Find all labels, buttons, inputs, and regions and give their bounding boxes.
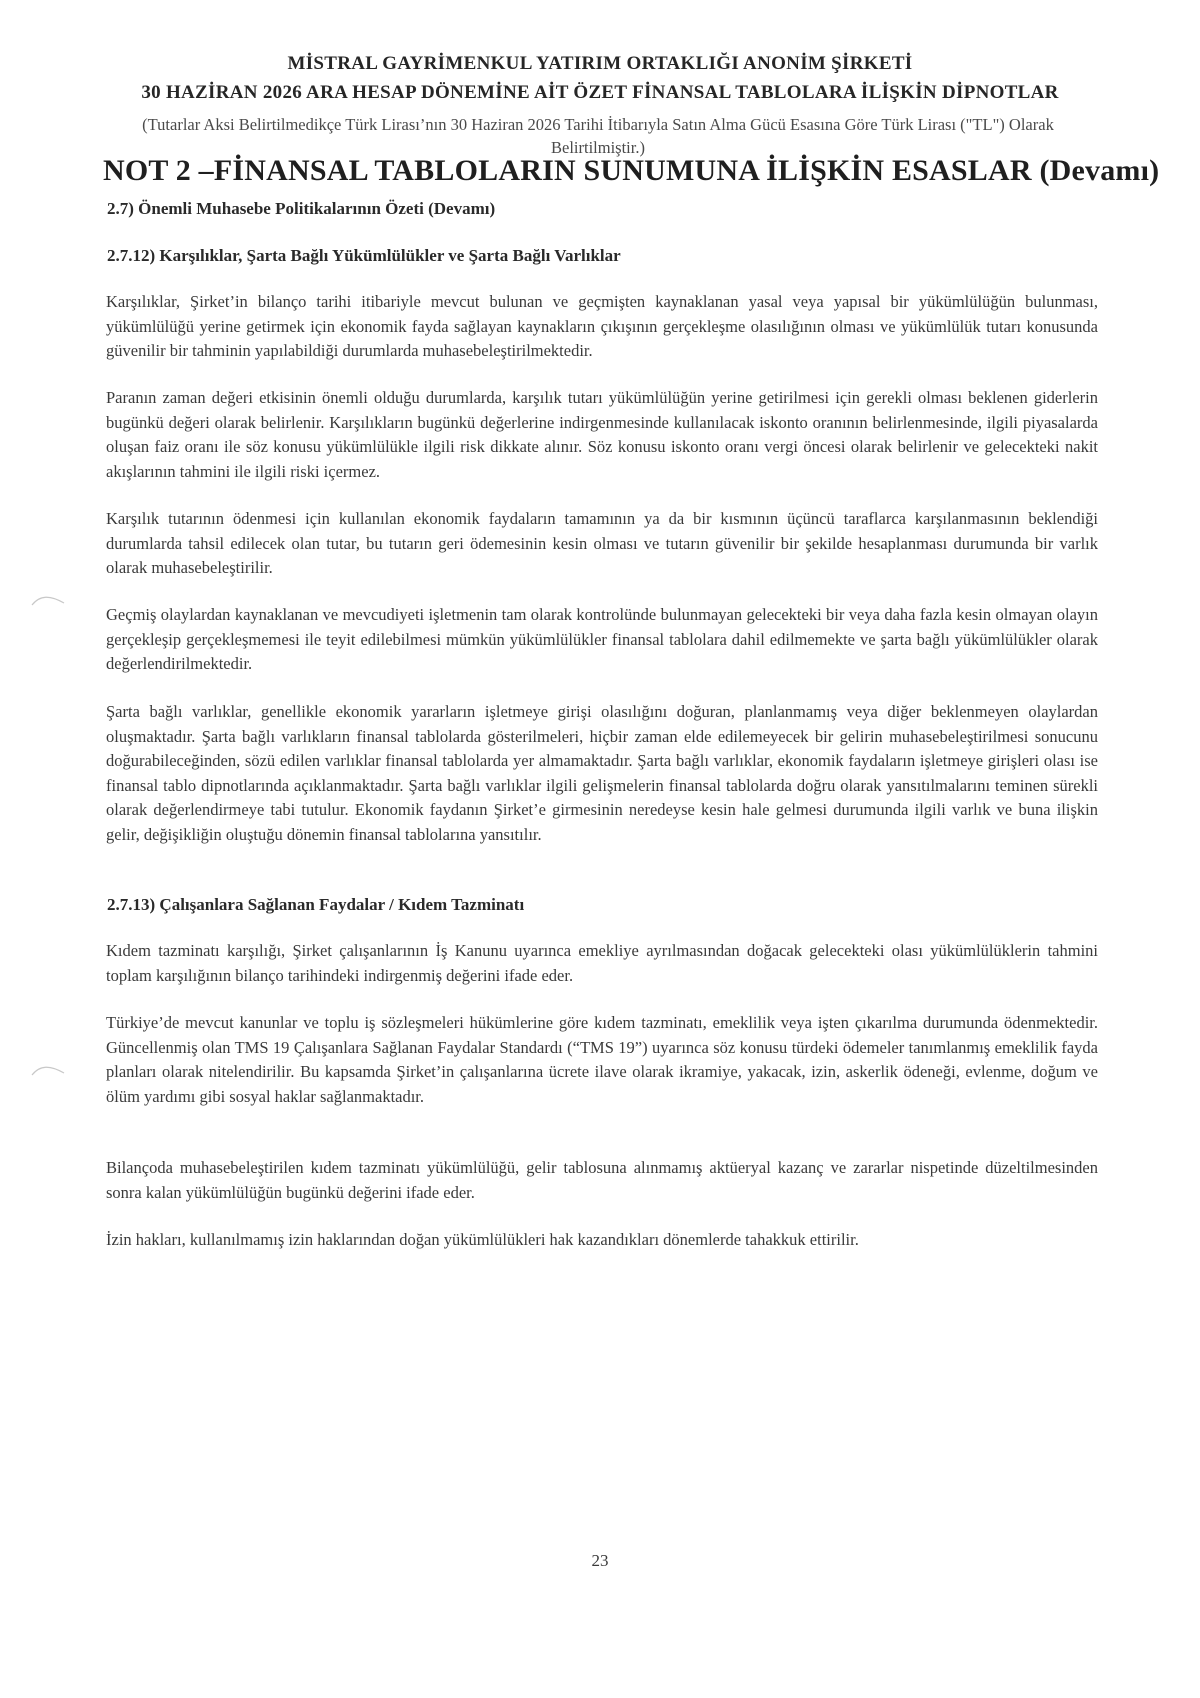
subsection-heading-employee-benefits: 2.7.13) Çalışanlara Sağlanan Faydalar / Kıdem Tazminatı [107,895,525,914]
paragraph: Şarta bağlı varlıklar, genellikle ekonomik yararların işletmeye girişi olasılığını doğuran, planlanmamış veya diğer beklenmeyen olaylardan oluşmaktadır. Şarta bağlı varlıkların finansal tablolarda gösterilmeleri, hiçbir zaman elde edilemeyecek bir gelirin muhasebeleştirilmesi sonucunu doğurabileceğinden, sözü edilen varlıklar finansal tablolarda yer almamaktadır. Şarta bağlı varlıklar, ekonomik faydaların işletmeye girişleri olası ise finansal tablo dipnotlarında açıklanmaktadır. Şarta bağlı varlıklar ilgili gelişmelerin finansal tablolarda doğru olarak yansıtılmalarını teminen sürekli olarak değerlendirmeye tabi tutulur. Ekonomik faydanın Şirket’e girmesinin neredeyse kesin hale gelmesi durumunda ilgili varlık ve buna ilişkin gelir, değişikliğin oluştuğu dönemin finansal tablolarına yansıtılır. [106,702,1098,844]
subsection-heading-provisions: 2.7.12) Karşılıklar, Şarta Bağlı Yükümlülükler ve Şarta Bağlı Varlıklar [107,246,621,265]
paragraph: Karşılık tutarının ödenmesi için kullanılan ekonomik faydaların tamamının ya da bir kısmının üçüncü taraflarca karşılanmasının beklendiği durumlarda tahsil edilecek olan tutar, bu tutarın geri ödemesinin kesin olması ve tutarın güvenilir bir şekilde hesaplanması durumunda bir varlık olarak muhasebeleştirilir. [106,509,1098,577]
paragraph: Kıdem tazminatı karşılığı, Şirket çalışanlarının İş Kanunu uyarınca emekliye ayrılmasından doğacak gelecekteki olası yükümlülüklerin tahmini toplam karşılığının bilanço tarihindeki indirgenmiş değerini ifade eder. [106,941,1098,985]
paragraph: Geçmiş olaylardan kaynaklanan ve mevcudiyeti işletmenin tam olarak kontrolünde bulunmayan gelecekteki bir veya daha fazla kesin olmayan olayın gerçekleşip gerçekleşmemesi ile teyit edilebilmesi mümkün yükümlülükler finansal tablolara dahil edilmemekte ve şarta bağlı yükümlülükler olarak değerlendirilmektedir. [106,605,1098,673]
scan-mark-icon [30,1063,66,1079]
report-title: 30 HAZİRAN 2026 ARA HESAP DÖNEMİNE AİT ÖZET FİNANSAL TABLOLARA İLİŞKİN DİPNOTLAR [141,82,1059,103]
paragraph: Türkiye’de mevcut kanunlar ve toplu iş sözleşmeleri hükümlerine göre kıdem tazminatı, emeklilik veya işten çıkarılma durumunda ödenmektedir. Güncellenmiş olan TMS 19 Çalışanlara Sağlanan Faydalar Standardı (“TMS 19”) uyarınca söz konusu türdeki ödemeler tanımlanmış emeklilik fayda planları olarak nitelendirilir. Bu kapsamda Şirket’in çalışanlarına ücrete ilave olarak ikramiye, yakacak, izin, askerlik ödeneği, evlenme, doğum ve ölüm yardımı gibi sosyal haklar sağlanmaktadır. [106,1013,1098,1106]
paragraph: İzin hakları, kullanılmamış izin haklarından doğan yükümlülükleri hak kazandıkları dönemlerde tahakkuk ettirilir. [106,1230,859,1249]
currency-note: (Tutarlar Aksi Belirtilmedikçe Türk Lirası’nın 30 Haziran 2026 Tarihi İtibarıyla Satın Alma Gücü Esasına Göre Türk Lirası ("TL") Olarak Belirtilmiştir.) [142,115,1054,157]
paragraph: Bilançoda muhasebeleştirilen kıdem tazminatı yükümlülüğü, gelir tablosuna alınmamış aktüeryal kazanç ve zararlar nispetinde düzeltilmesinden sonra kalan yükümlülüğün bugünkü değerini ifade eder. [106,1158,1098,1202]
paragraph: Karşılıklar, Şirket’in bilanço tarihi itibariyle mevcut bulunan ve geçmişten kaynaklanan yasal veya yapısal bir yükümlülüğün bulunması, yükümlülüğü yerine getirmek için ekonomik fayda sağlayan kaynakların çıkışının gerçekleşme olasılığının olması ve yükümlülük tutarı konusunda güvenilir bir tahminin yapılabildiği durumlarda muhasebeleştirilmektedir. [106,292,1098,360]
section-heading: 2.7) Önemli Muhasebe Politikalarının Özeti (Devamı) [107,199,496,218]
scan-mark-icon [30,593,66,609]
page-number: 23 [591,1551,609,1570]
company-name: MİSTRAL GAYRİMENKUL YATIRIM ORTAKLIĞI ANONİM ŞİRKETİ [287,53,913,74]
note-title: NOT 2 –FİNANSAL TABLOLARIN SUNUMUNA İLİŞKİN ESASLAR (Devamı) [103,154,1160,187]
paragraph: Paranın zaman değeri etkisinin önemli olduğu durumlarda, karşılık tutarı yükümlülüğün yerine getirilmesi için gerekli olması beklenen giderlerin bugünkü değeri olarak belirlenir. Karşılıkların bugünkü değerlerine indirgenmesinde kullanılacak iskonto oranının belirlenmesinde, ilgili piyasalarda oluşan faiz oranı ile söz konusu yükümlülükle ilgili risk dikkate alınır. Söz konusu iskonto oranı vergi öncesi olarak belirlenir ve gelecekteki nakit akışlarının tahmini ile ilgili riski içermez. [106,388,1098,481]
